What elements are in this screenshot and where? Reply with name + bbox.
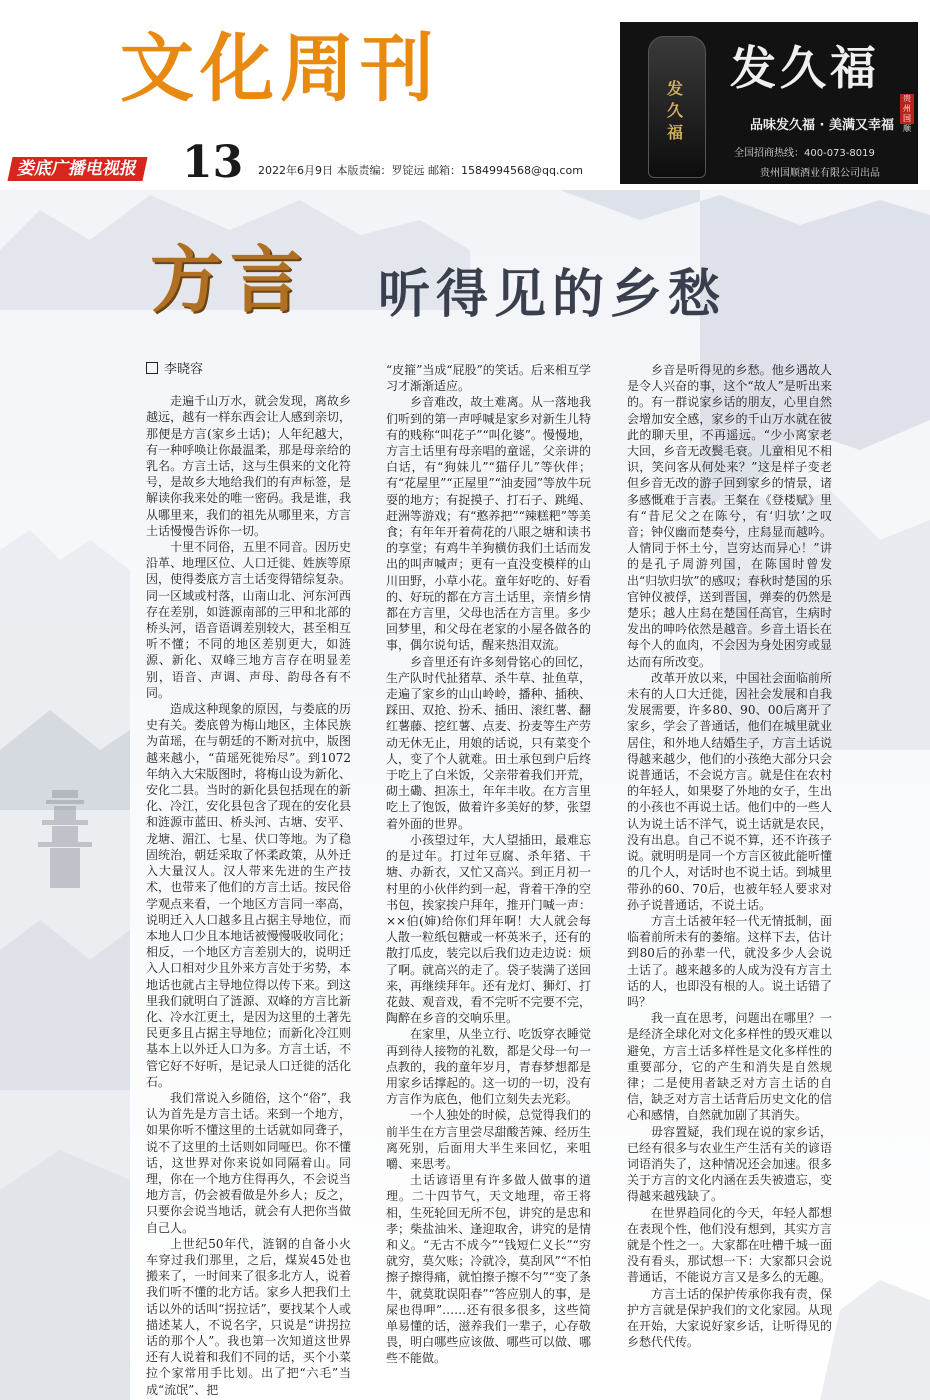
paragraph: 方言土话的保护传承你我有责，保护方言就是保护我们的文化家园。从现在开始，大家说好家乡话，让听得见的乡愁代代传。	[627, 1286, 832, 1350]
article-column-2	[386, 362, 591, 1367]
paragraph: 乡音难改，故土难离。从一落地我们听到的第一声呼喊是家乡对新生儿特有的贱称“叫花子”“叫化婆”。慢慢地，方言土话里有母亲唱的童谣，父亲讲的白话，有“狗妹儿”“猫仔儿”等伙伴；有“花屋里”“正屋里”“油麦园”等放牛玩耍的地方；有捉摸子、打石子、跳绳、赶洲等游戏；有“憨养把”“辣糕粑”等美食；有年年开着荷花的八眼之塘和读书的享堂；有鸡牛羊狗横仿我们土话而发出的叫声喊声；更有一直没变模样的山川田野，小草小花。童年好吃的、好看的、好玩的都在方言土话里，亲情乡情都在方言里，父母也活在方言里。多少回梦里，和父母在老家的小屋各做各的事，偶尔说句话，醒来热泪双流。	[386, 395, 591, 653]
paragraph: 改革开放以来，中国社会面临前所未有的人口大迁徙，因社会发展和自我发展需要，许多80、90、00后离开了家乡，学会了普通话，他们在城里就业居住，和外地人结婚生子，方言土话说得越来越少，他们的小孩绝大部分只会说普通话，不会说方言。就是住在农村的年轻人，如果娶了外地的女子，生出的小孩也不再说土话。他们中的一些人认为说土话不洋气，说土话就是农民，没有出息。自己不说不算，还不许孩子说。就明明是同一个方言区彼此能听懂的几个人，对话时也不说土话。到城里带孙的60、70后，也被年轻人要求对孙子说普通话，不说土话。	[627, 670, 832, 912]
paragraph: 一个人独处的时候，总觉得我们的前半生在方言里尝尽甜酸苦辣、经历生离死别，后面用大半生来回忆，来咀嚼、来思考。	[386, 1108, 591, 1171]
paragraph: 我一直在思考，问题出在哪里？一是经济全球化对文化多样性的毁灭难以避免，方言土话多样性是文化多样性的重要部分，它的产生和消失是自然规律；二是使用者缺乏对方言土话的自信，缺乏对方言土话背后历史文化的信心和感情，自然就加剧了其消失。	[627, 1011, 832, 1123]
byline-box-icon	[146, 362, 158, 374]
paragraph: 乡音里还有许多刻骨铭心的回忆，生产队时代扯猪草、杀牛草、扯鱼草，走遍了家乡的山山岭岭，播种、插秧、踩田、双抢、扮禾、插田、滚红薯、翻红薯藤、挖红薯、点麦、扮麦等生产劳动无休无止，用娘的话说，只有菜变个人，变了个人就难。田土承包到户后终于吃上了白米饭，父亲带着我们开荒，砌土磡、担冻土，年年丰收。在方言里吃上了饱饭，做着许多美好的梦，张望着外面的世界。	[386, 654, 591, 831]
paragraph: 方言土话被年轻一代无情抵制，面临着前所未有的萎缩。这样下去，估计到80后的孙辈一代，就没多少人会说土话了。越来越多的人成为没有方言土话的人，也即没有根的人。说土话错了吗？	[627, 913, 832, 1009]
page-meta: 2022年6月9日 本版责编：罗锭远 邮箱：1584994568@qq.com	[258, 164, 583, 177]
paragraph: 走遍千山万水，就会发现，离故乡越远，越有一样东西会让人感到亲切，那便是方言(家乡土话)；人年纪越大，有一种呼唤让你最温柔，那是母亲给的乳名。方言土话，这与生俱来的文化符号，是故乡大地给我们的有声标签，是解读你我来处的唯一密码。我是谁，我从哪里来，我们的祖先从哪里来，方言土话慢慢告诉你一切。	[146, 394, 351, 538]
paragraph: 十里不同俗，五里不同音。因历史沿革、地理区位、人口迁徙、姓族等原因，使得娄底方言土话变得错综复杂。同一区域或村落，山南山北、河东河西存在差别，如涟源南部的三甲和北部的桥头河，语音语调差别较大，甚至相互听不懂；不同的地区差别更大，如涟源、新化、双峰三地方言存在明显差别，语音、声调、声母、韵母各有不同。	[146, 540, 351, 700]
advertisement[interactable]	[620, 22, 918, 184]
paragraph: 乡音是听得见的乡愁。他乡遇故人是令人兴奋的事，这个“故人”是听出来的。有一群说家乡话的朋友，心里自然会增加安全感，家乡的千山万水就在彼此的聊天里，不再遥远。“少小离家老大回，乡音无改鬓毛衰。儿童相见不相识，笑问客从何处来？”这是样子变老但乡音无改的游子回到家乡的情景，诸多感慨难于言表。王粲在《登楼赋》里有“昔尼父之在陈兮，有‘归欤’之叹音；钟仪幽而楚奏兮，庄舄显而越吟。人情同于怀土兮，岂穷达而异心！”讲的是孔子周游列国，在陈国时曾发出“归欤归欤”的感叹；春秋时楚国的乐官钟仪被俘，送到晋国，弹奏的仍然是楚乐；越人庄舄在楚国任高官，生病时发出的呻吟依然是越音。乡音土语长在每个人的血肉，不会因为身处困穷或显达而有所改变。	[627, 363, 832, 669]
page-number: 13	[182, 137, 244, 188]
headline-sub: 听得见的乡愁	[378, 265, 727, 325]
paragraph: 毋容置疑，我们现在说的家乡话，已经有很多与农业生产生活有关的谚语词语消失了，这种情况还会加速。很多关于方言的文化内涵在丢失被遗忘，变得越来越残缺了。	[627, 1124, 832, 1204]
masthead-title: 文化周刊	[120, 26, 440, 112]
article-column-1	[146, 362, 351, 1398]
ad-slogan: 品味发久福 · 美满又幸福	[750, 118, 894, 133]
byline	[146, 362, 351, 378]
paragraph: 我们常说入乡随俗，这个“俗”，我认为首先是方言土话。来到一个地方，如果你听不懂这里的土话就如同聋子，说不了这里的土话则如同哑巴。你不懂话，这世界对你来说如同隔着山。同理，你在一个地方住得再久，不会说当地方言，仍会被看做是外乡人；反之，只要你会说当地话，就会有人把你当做自己人。	[146, 1090, 351, 1235]
paragraph: 造成这种现象的原因，与娄底的历史有关。娄底曾为梅山地区，主体民族为苗瑶，在与朝廷的不断对抗中，版图越来越小，“苗瑶死徙殆尽”。到1072年纳入大宋版图时，将梅山设为新化、安化二县。当时的新化县包括现在的新化、冷江，安化县包含了现在的安化县和涟源市蓝田、桥头河、古塘、安平、龙塘、湄江、七星、伏口等地。为了稳固统治，朝廷采取了怀柔政策，从外迁入大量汉人。汉人带来先进的生产技术，也带来了他们的方言土话。按民俗学观点来看，一个地区方言同一率高，说明迁入人口越多且占据主导地位，而本地人口少且本地话被慢慢吸收同化；相反，一个地区方言差别大的，说明迁入人口相对少且外来方言处于劣势，本地话也就占主导地位得以传下来。到这里我们就明白了涟源、双峰的方言比新化、冷水江更土，是因为这里的土著先民更多且占据主导地位；而新化冷江则基本上以外迁人口为多。方言土话，不管它好不好听，是记录人口迁徙的活化石。	[146, 702, 351, 1089]
author: 李晓容	[164, 362, 204, 377]
paragraph: 土话谚语里有许多做人做事的道理。二十四节气，天文地理，帝王将相，生死轮回无所不包，讲究的是忠和孝；柴盐油米、逢迎取舍，讲究的是情和义。“无古不成今”“钱短仁义长”“穷就穷，莫欠账；冷就冷，莫刮风”“不怕擦子擦得痛，就怕擦子擦不匀”“变了条牛，就莫耽误阳春”“答应别人的事，是屎也得呷”……还有很多很多，这些简单易懂的话，滋养我们一辈子，心存敬畏，明白哪些应该做、哪些可以做、哪些不能做。	[386, 1173, 591, 1366]
paragraph: 小孩望过年，大人望插田，最难忘的是过年。打过年豆腐、杀年猪、干塘、办新衣，又忙又高兴。到正月初一村里的小伙伴约到一起，背着干净的空书包，挨家挨户拜年，推开门喊一声：××伯(婶)给你们拜年啊！大人就会每人散一粒纸包糖或一杯英米子，还有的散打瓜皮，装完以后我们边走边说：烦了啊。就高兴的走了。袋子装满了送回来，再继续拜年。还有龙灯、狮灯、打花鼓、观音戏，看不完听不完要不完，陶醉在乡音的交响乐里。	[386, 832, 591, 1026]
headline-main: 方言	[150, 237, 311, 322]
paragraph: 在世界趋同化的今天，年轻人都想在表现个性，他们没有想到，其实方言就是个性之一。大家都在吐槽千城一面没有看头，那试想一下：大家都只会说普通话，不能说方言又是多么的无趣。	[627, 1205, 832, 1285]
paragraph-continued: “皮箍”当成“屁股”的笑话。后来相互学习才渐渐适应。	[386, 363, 591, 394]
paper-name: 娄底广播电视报	[7, 157, 147, 181]
ad-hotline: 全国招商热线：400-073-8019	[734, 148, 875, 159]
bottle-label: 发久福	[666, 79, 683, 142]
paragraph: 在家里，从坐立行、吃饭穿衣睡觉再到待人接物的礼数，都是父母一句一点教的，我的童年岁月，青春梦想都是用家乡话撑起的。这一切的一切，没有方言作为底色，他们立刻失去光彩。	[386, 1027, 591, 1107]
paragraph: 上世纪50年代，涟钢的自备小火车穿过我们那里，之后，煤炭45处也搬来了，一时间来了很多北方人，说着我们听不懂的北方话。家乡人把我们土话以外的话叫“拐拉话”，要找某个人或描述某人，不说名字，只说是“讲拐拉话的那个人”。我也第一次知道这世界还有人说着和我们不同的话，买个小菜拉个家常用手比划。出了把“六毛”当成“流氓”、把	[146, 1236, 351, 1397]
article-column-3	[627, 362, 832, 1350]
ad-seal: 贵州国顺	[900, 94, 914, 124]
ad-brand: 发久福	[730, 41, 880, 95]
ad-company: 贵州国顺酒业有限公司出品	[760, 168, 880, 179]
